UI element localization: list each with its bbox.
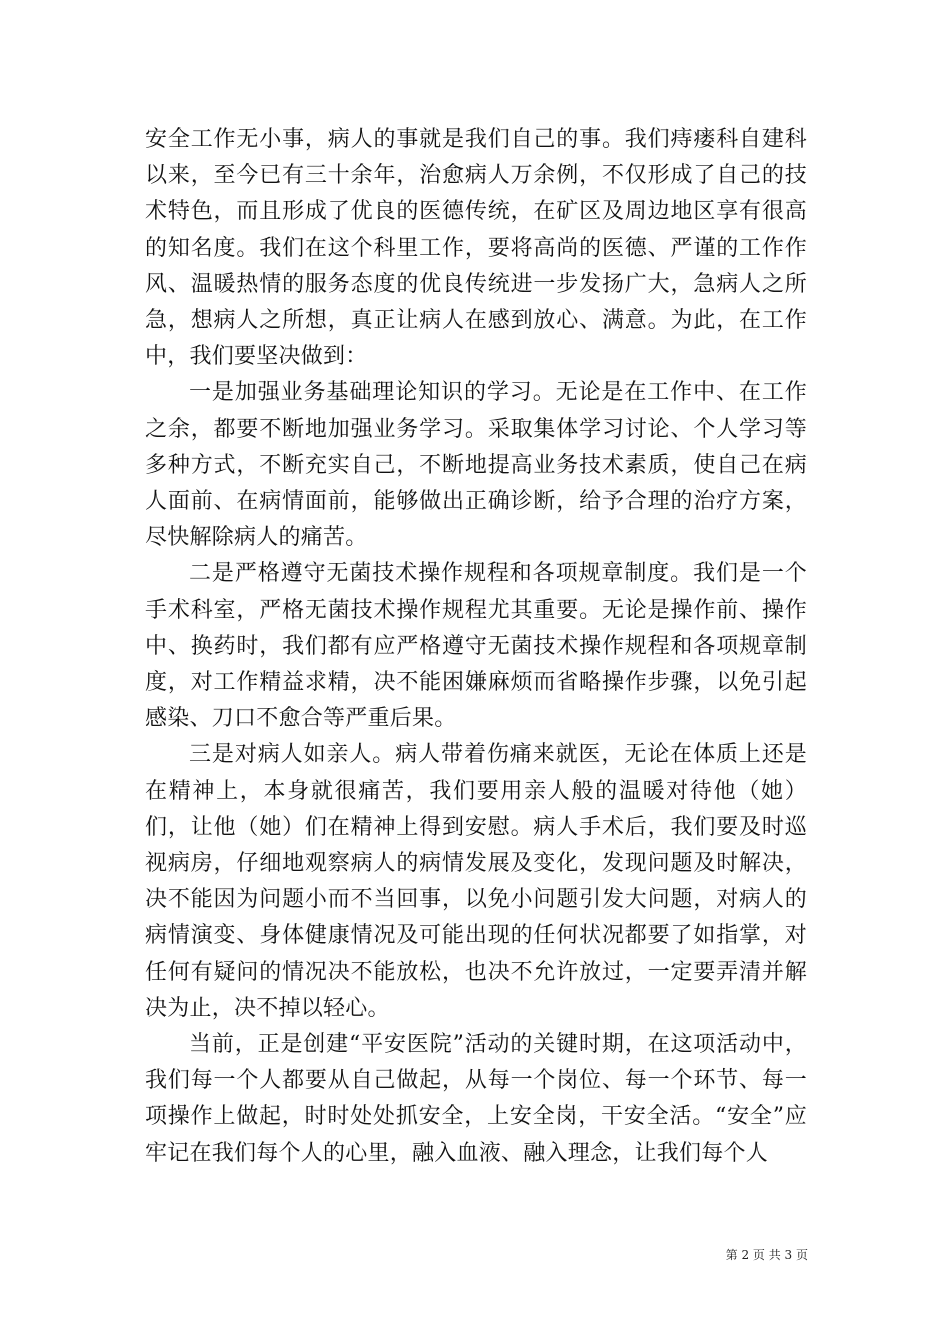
paragraph-current-period: 当前，正是创建“平安医院”活动的关键时期，在这项活动中，我们每一个人都要从自己做起，从每一个岗位、每一个环节、每一项操作上做起，时时处处抓安全，上安全岗，干安全活。“安全”应牢记在我们每个人的心里，融入血液、融入理念，让我们每个人 [145, 1032, 807, 1166]
paragraph-point-one: 一是加强业务基础理论知识的学习。无论是在工作中、在工作之余，都要不断地加强业务学习。采取集体学习讨论、个人学习等多种方式，不断充实自己，不断地提高业务技术素质，使自己在病人面前、在病情面前，能够做出正确诊断，给予合理的治疗方案，尽快解除病人的痛苦。 [145, 380, 807, 551]
document-body [145, 122, 807, 1172]
page-number-footer: 第 2 页 共 3 页 [725, 1248, 808, 1262]
paragraph-point-three: 三是对病人如亲人。病人带着伤痛来就医，无论在体质上还是在精神上，本身就很痛苦，我们要用亲人般的温暖对待他（她）们，让他（她）们在精神上得到安慰。病人手术后，我们要及时巡视病房，仔细地观察病人的病情发展及变化，发现问题及时解决，决不能因为问题小而不当回事，以免小问题引发大问题，对病人的病情演变、身体健康情况及可能出现的任何状况都要了如指掌，对任何有疑问的情况决不能放松，也决不允许放过，一定要弄清并解决为止，决不掉以轻心。 [145, 742, 807, 1021]
paragraph-intro: 安全工作无小事，病人的事就是我们自己的事。我们痔瘘科自建科以来，至今已有三十余年，治愈病人万余例，不仅形成了自己的技术特色，而且形成了优良的医德传统，在矿区及周边地区享有很高的知名度。我们在这个科里工作，要将高尚的医德、严谨的工作作风、温暖热情的服务态度的优良传统进一步发扬广大，急病人之所急，想病人之所想，真正让病人在感到放心、满意。为此，在工作中，我们要坚决做到： [145, 127, 807, 370]
paragraph-point-two: 二是严格遵守无菌技术操作规程和各项规章制度。我们是一个手术科室，严格无菌技术操作规程尤其重要。无论是操作前、操作中、换药时，我们都有应严格遵守无菌技术操作规程和各项规章制度，对工作精益求精，决不能困嫌麻烦而省略操作步骤，以免引起感染、刀口不愈合等严重后果。 [145, 561, 807, 732]
